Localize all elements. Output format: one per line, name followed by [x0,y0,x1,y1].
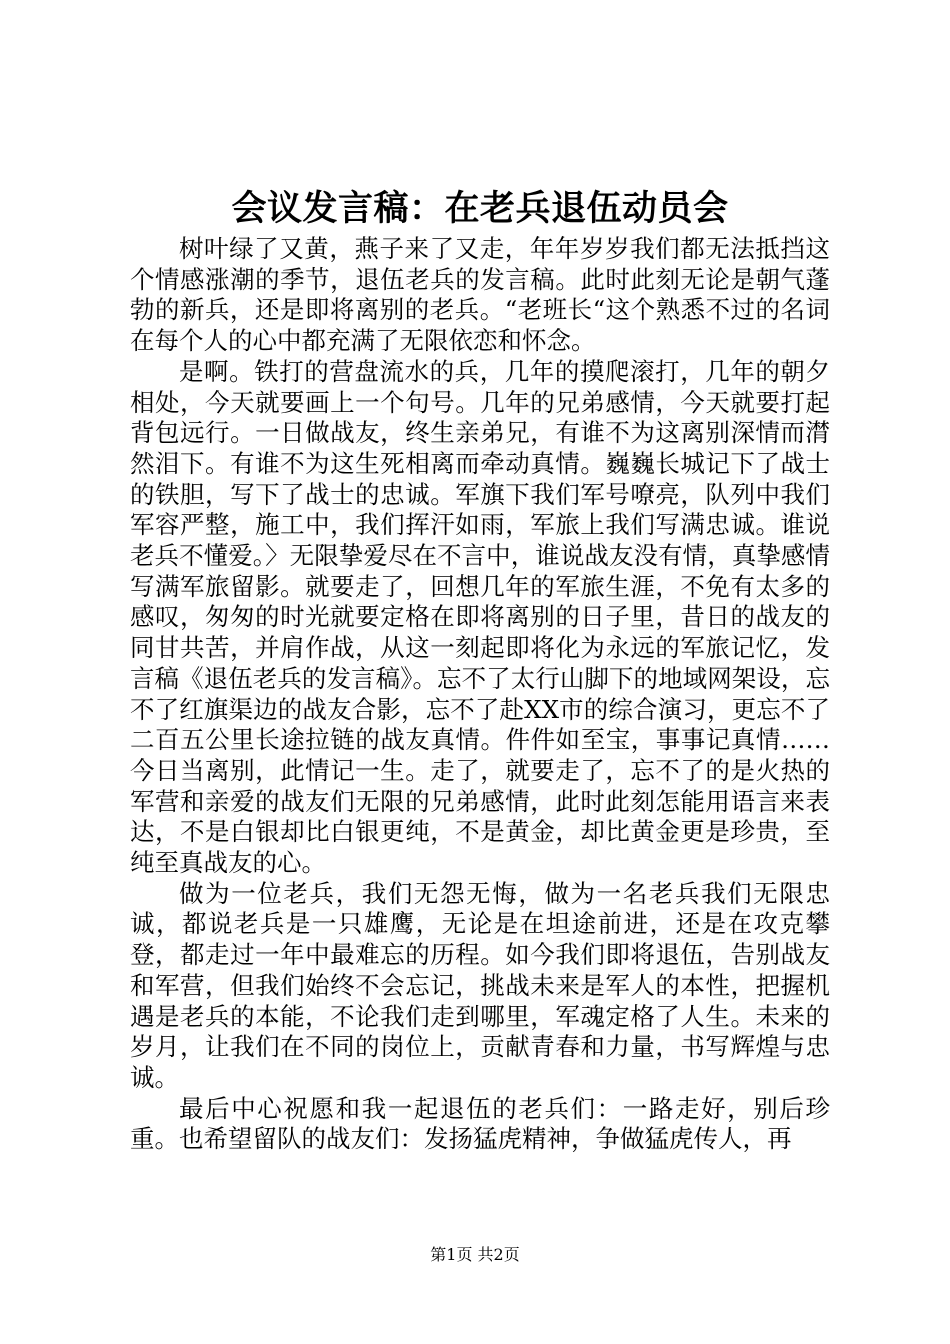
document-body [130,234,830,1155]
paragraph-4: 最后中心祝愿和我一起退伍的老兵们：一路走好，别后珍重。也希望留队的战友们：发扬猛虎精神，争做猛虎传人，再 [130,1093,830,1154]
paragraph-2: 是啊。铁打的营盘流水的兵，几年的摸爬滚打，几年的朝夕相处，今天就要画上一个句号。几年的兄弟感情，今天就要打起背包远行。一日做战友，终生亲弟兄，有谁不为这离别深情而潸然泪下。有谁不为这生死相离而牵动真情。巍巍长城记下了战士的铁胆，写下了战士的忠诚。军旗下我们军号嘹亮，队列中我们军容严整，施工中，我们挥汗如雨，军旅上我们写满忠诚。谁说老兵不懂爱。〉无限挚爱尽在不言中，谁说战友没有情，真挚感情写满军旅留影。就要走了，回想几年的军旅生涯，不免有太多的感叹，匆匆的时光就要定格在即将离别的日子里，昔日的战友的同甘共苦，并肩作战，从这一刻起即将化为永远的军旅记忆，发言稿《退伍老兵的发言稿》。忘不了太行山脚下的地域网架设，忘不了红旗渠边的战友合影，忘不了赴XX市的综合演习，更忘不了二百五公里长途拉链的战友真情。件件如至宝，事事记真情……今日当离别，此情记一生。走了，就要走了，忘不了的是火热的军营和亲爱的战友们无限的兄弟感情，此时此刻怎能用语言来表达，不是白银却比白银更纯，不是黄金，却比黄金更是珍贵，至纯至真战友的心。 [130,356,830,878]
paragraph-3: 做为一位老兵，我们无怨无悔，做为一名老兵我们无限忠诚，都说老兵是一只雄鹰，无论是在坦途前进，还是在攻克攀登，都走过一年中最难忘的历程。如今我们即将退伍，告别战友和军营，但我们始终不会忘记，挑战未来是军人的本性，把握机遇是老兵的本能，不论我们走到哪里，军魂定格了人生。未来的岁月，让我们在不同的岗位上，贡献青春和力量，书写辉煌与忠诚。 [130,878,830,1092]
document-title: 会议发言稿：在老兵退伍动员会 [231,189,729,229]
page-number-footer: 第1页 共2页 [430,1245,520,1264]
paragraph-1: 树叶绿了又黄，燕子来了又走，年年岁岁我们都无法抵挡这个情感涨潮的季节，退伍老兵的发言稿。此时此刻无论是朝气蓬勃的新兵，还是即将离别的老兵。“老班长“这个熟悉不过的名词在每个人的心中都充满了无限依恋和怀念。 [130,234,830,356]
